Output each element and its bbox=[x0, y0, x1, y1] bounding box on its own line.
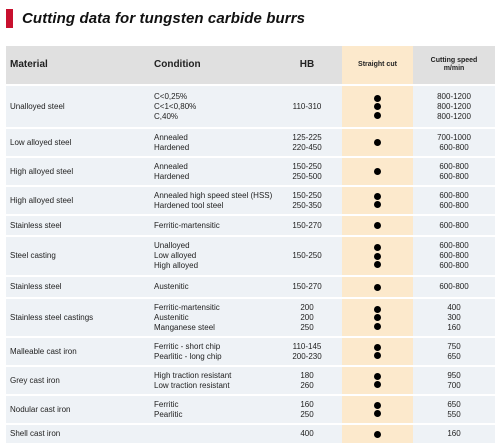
hb-value: 150-270 bbox=[292, 220, 322, 230]
bullet-dot-icon bbox=[374, 253, 381, 260]
hb-value: 110-145 bbox=[292, 341, 322, 351]
straight-cut-cell bbox=[342, 367, 413, 396]
hb-cell bbox=[272, 158, 342, 187]
condition-text: Hardened bbox=[154, 171, 190, 181]
condition-text: Unalloyed bbox=[154, 241, 190, 250]
hb-value: 200 bbox=[300, 302, 314, 312]
hb-value: 180 bbox=[300, 370, 314, 380]
cutting-speed-value: 600-800 bbox=[439, 171, 469, 181]
cutting-speed-value: 800-1200 bbox=[437, 101, 471, 111]
column-header-straight-cut: Straight cut bbox=[342, 46, 413, 86]
table-body bbox=[6, 86, 495, 445]
cutting-speed-value: 650 bbox=[447, 351, 461, 361]
straight-cut-cell bbox=[342, 277, 413, 299]
hb-value: 110-310 bbox=[292, 101, 322, 111]
bullet-dot-icon bbox=[374, 352, 381, 359]
material-cell bbox=[6, 158, 150, 187]
condition-text: Ferritic bbox=[154, 399, 179, 409]
material-cell bbox=[6, 425, 150, 445]
straight-cut-cell bbox=[342, 425, 413, 445]
hb-cell bbox=[272, 277, 342, 299]
cutting-speed-value: 800-1200 bbox=[437, 91, 471, 101]
condition-text: Pearlitic - long chip bbox=[154, 351, 222, 361]
condition-text: Hardened bbox=[154, 142, 190, 152]
cutting-speed-value: 600-800 bbox=[439, 161, 469, 171]
cutting-speed-value: 600-800 bbox=[439, 282, 469, 291]
bullet-dot-icon bbox=[374, 112, 381, 119]
cutting-data-table bbox=[6, 46, 495, 445]
condition-text: Low traction resistant bbox=[154, 380, 230, 390]
bullet-dot-icon bbox=[374, 381, 381, 388]
cutting-speed-cell bbox=[413, 425, 495, 445]
cutting-speed-value: 700-1000 bbox=[437, 132, 471, 142]
hb-cell bbox=[272, 187, 342, 216]
material-cell bbox=[6, 129, 150, 158]
table-row bbox=[6, 216, 495, 237]
column-header-condition: Condition bbox=[150, 46, 272, 86]
hb-value: 150-270 bbox=[292, 282, 322, 291]
hb-cell bbox=[272, 216, 342, 237]
cutting-speed-cell bbox=[413, 216, 495, 237]
cutting-speed-header-line: Cutting speed bbox=[430, 57, 478, 64]
condition-cell bbox=[150, 187, 272, 216]
bullet-dot-icon bbox=[374, 323, 381, 330]
hb-value: 125-225 bbox=[292, 132, 322, 142]
bullet-dot-icon bbox=[374, 344, 381, 351]
hb-cell bbox=[272, 367, 342, 396]
material-cell bbox=[6, 396, 150, 425]
condition-text: High alloyed bbox=[154, 261, 199, 270]
hb-value: 250-500 bbox=[292, 171, 322, 181]
hb-cell bbox=[272, 299, 342, 338]
hb-value: 150-250 bbox=[292, 190, 322, 200]
straight-cut-cell bbox=[342, 86, 413, 129]
cutting-speed-value: 600-800 bbox=[439, 241, 469, 250]
material-cell bbox=[6, 216, 150, 237]
cutting-speed-value: 600-800 bbox=[439, 190, 469, 200]
condition-text: Manganese steel bbox=[154, 322, 215, 332]
table-row bbox=[6, 396, 495, 425]
hb-value: 200-230 bbox=[292, 351, 322, 361]
condition-cell bbox=[150, 367, 272, 396]
column-header-hb: HB bbox=[272, 46, 342, 86]
table-row bbox=[6, 338, 495, 367]
straight-cut-cell bbox=[342, 187, 413, 216]
bullet-dot-icon bbox=[374, 431, 381, 438]
hb-value: 150-250 bbox=[292, 251, 322, 260]
cutting-speed-header-text bbox=[417, 57, 491, 73]
material-text: Grey cast iron bbox=[10, 375, 60, 385]
straight-cut-cell bbox=[342, 216, 413, 237]
cutting-speed-cell bbox=[413, 367, 495, 396]
condition-cell bbox=[150, 299, 272, 338]
material-text: Low alloyed steel bbox=[10, 137, 72, 147]
material-cell bbox=[6, 367, 150, 396]
bullet-dot-icon bbox=[374, 373, 381, 380]
straight-cut-cell bbox=[342, 396, 413, 425]
material-text: Steel casting bbox=[10, 251, 56, 260]
material-text: Stainless steel bbox=[10, 282, 62, 291]
table-header-row bbox=[6, 46, 495, 86]
table-row bbox=[6, 277, 495, 299]
cutting-speed-value: 300 bbox=[447, 312, 461, 322]
table-row bbox=[6, 129, 495, 158]
hb-cell bbox=[272, 86, 342, 129]
material-text: Stainless steel castings bbox=[10, 312, 94, 322]
bullet-dot-icon bbox=[374, 222, 381, 229]
condition-cell bbox=[150, 129, 272, 158]
hb-value: 160 bbox=[300, 399, 314, 409]
condition-text: Annealed high speed steel (HSS) bbox=[154, 190, 273, 200]
material-text: Malleable cast iron bbox=[10, 346, 77, 356]
table-row bbox=[6, 299, 495, 338]
condition-cell bbox=[150, 277, 272, 299]
bullet-dot-icon bbox=[374, 402, 381, 409]
table-row bbox=[6, 425, 495, 445]
condition-text: Low alloyed bbox=[154, 251, 197, 260]
table-row bbox=[6, 367, 495, 396]
cutting-speed-cell bbox=[413, 237, 495, 277]
cutting-speed-cell bbox=[413, 277, 495, 299]
straight-cut-cell bbox=[342, 237, 413, 277]
bullet-dot-icon bbox=[374, 139, 381, 146]
cutting-speed-cell bbox=[413, 86, 495, 129]
bullet-dot-icon bbox=[374, 306, 381, 313]
cutting-speed-cell bbox=[413, 158, 495, 187]
cutting-speed-value: 160 bbox=[447, 429, 461, 438]
cutting-speed-value: 400 bbox=[447, 302, 461, 312]
hb-cell bbox=[272, 129, 342, 158]
cutting-speed-value: 600-800 bbox=[439, 251, 469, 260]
condition-text: Hardened tool steel bbox=[154, 200, 224, 210]
cutting-speed-cell bbox=[413, 187, 495, 216]
straight-cut-cell bbox=[342, 299, 413, 338]
straight-cut-cell bbox=[342, 129, 413, 158]
column-header-cutting-speed bbox=[413, 46, 495, 86]
condition-text: C<1<0,80% bbox=[154, 101, 197, 111]
bullet-dot-icon bbox=[374, 193, 381, 200]
hb-cell bbox=[272, 425, 342, 445]
condition-text: Ferritic - short chip bbox=[154, 341, 221, 351]
cutting-speed-value: 950 bbox=[447, 370, 461, 380]
cutting-speed-cell bbox=[413, 396, 495, 425]
material-text: Shell cast iron bbox=[10, 429, 61, 438]
table-row bbox=[6, 86, 495, 129]
cutting-speed-value: 650 bbox=[447, 399, 461, 409]
material-text: Unalloyed steel bbox=[10, 101, 65, 111]
condition-text: Ferritic-martensitic bbox=[154, 302, 220, 312]
hb-value: 200 bbox=[300, 312, 314, 322]
hb-value: 220-450 bbox=[292, 142, 322, 152]
material-cell bbox=[6, 299, 150, 338]
table-row bbox=[6, 237, 495, 277]
cutting-speed-cell bbox=[413, 338, 495, 367]
straight-cut-cell bbox=[342, 338, 413, 367]
cutting-speed-cell bbox=[413, 299, 495, 338]
material-text: High alloyed steel bbox=[10, 166, 74, 176]
condition-cell bbox=[150, 216, 272, 237]
material-cell bbox=[6, 187, 150, 216]
hb-value: 400 bbox=[300, 429, 314, 438]
condition-cell bbox=[150, 338, 272, 367]
hb-cell bbox=[272, 237, 342, 277]
table-row bbox=[6, 158, 495, 187]
material-text: Nodular cast iron bbox=[10, 404, 71, 414]
red-accent-bar bbox=[6, 9, 13, 28]
hb-value: 150-250 bbox=[292, 161, 322, 171]
cutting-speed-value: 800-1200 bbox=[437, 111, 471, 121]
table-row bbox=[6, 187, 495, 216]
condition-cell bbox=[150, 237, 272, 277]
material-cell bbox=[6, 237, 150, 277]
bullet-dot-icon bbox=[374, 103, 381, 110]
condition-text: Austenitic bbox=[154, 312, 189, 322]
cutting-speed-value: 600-800 bbox=[439, 261, 469, 270]
cutting-speed-value: 700 bbox=[447, 380, 461, 390]
material-cell bbox=[6, 338, 150, 367]
column-header-material: Material bbox=[6, 46, 150, 86]
material-text: Stainless steel bbox=[10, 220, 62, 230]
hb-value: 260 bbox=[300, 380, 314, 390]
material-cell bbox=[6, 86, 150, 129]
condition-text: Pearlitic bbox=[154, 409, 183, 419]
cutting-speed-value: 600-800 bbox=[439, 220, 469, 230]
bullet-dot-icon bbox=[374, 95, 381, 102]
title-bar bbox=[6, 6, 305, 30]
condition-cell bbox=[150, 396, 272, 425]
bullet-dot-icon bbox=[374, 168, 381, 175]
cutting-speed-value: 550 bbox=[447, 409, 461, 419]
bullet-dot-icon bbox=[374, 410, 381, 417]
straight-cut-cell bbox=[342, 158, 413, 187]
bullet-dot-icon bbox=[374, 244, 381, 251]
condition-text: C<0,25% bbox=[154, 91, 188, 101]
page-title: Cutting data for tungsten carbide burrs bbox=[22, 9, 306, 27]
cutting-speed-cell bbox=[413, 129, 495, 158]
hb-value: 250 bbox=[300, 409, 314, 419]
cutting-speed-value: 600-800 bbox=[439, 200, 469, 210]
condition-text: Ferritic-martensitic bbox=[154, 220, 220, 230]
hb-value: 250 bbox=[300, 322, 314, 332]
condition-cell bbox=[150, 86, 272, 129]
condition-text: Annealed bbox=[154, 161, 188, 171]
cutting-speed-header-line: m/min bbox=[443, 65, 465, 72]
material-cell bbox=[6, 277, 150, 299]
condition-text: Annealed bbox=[154, 132, 188, 142]
condition-cell bbox=[150, 425, 272, 445]
bullet-dot-icon bbox=[374, 201, 381, 208]
hb-value: 250-350 bbox=[292, 200, 322, 210]
hb-cell bbox=[272, 396, 342, 425]
hb-cell bbox=[272, 338, 342, 367]
bullet-dot-icon bbox=[374, 261, 381, 268]
condition-text: Austenitic bbox=[154, 282, 189, 291]
cutting-speed-value: 750 bbox=[447, 341, 461, 351]
material-text: High alloyed steel bbox=[10, 195, 74, 205]
condition-text: High traction resistant bbox=[154, 370, 232, 380]
condition-cell bbox=[150, 158, 272, 187]
condition-text: C,40% bbox=[154, 111, 179, 121]
cutting-speed-value: 600-800 bbox=[439, 142, 469, 152]
cutting-speed-value: 160 bbox=[447, 322, 461, 332]
bullet-dot-icon bbox=[374, 314, 381, 321]
bullet-dot-icon bbox=[374, 284, 381, 291]
